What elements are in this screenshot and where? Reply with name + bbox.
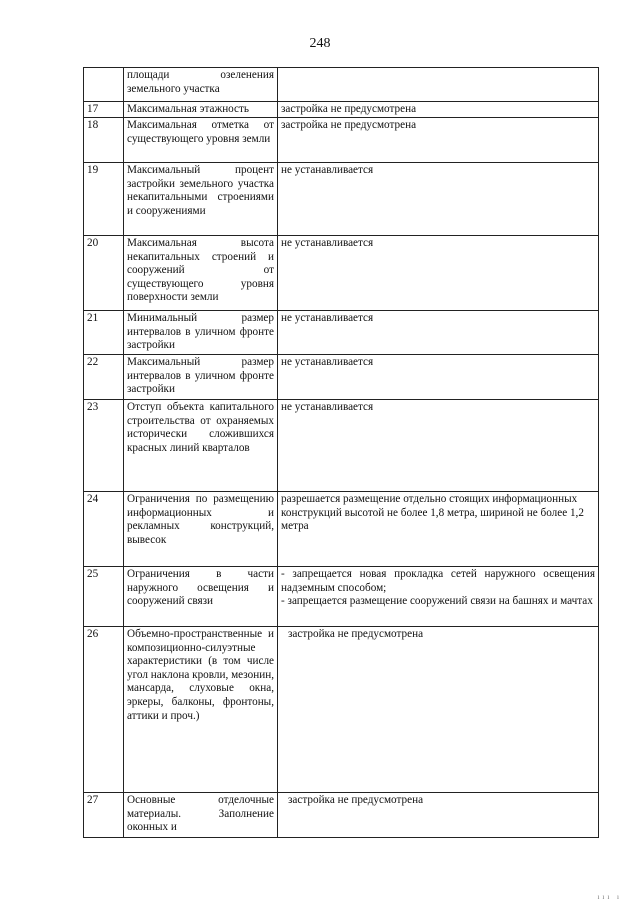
table-row xyxy=(84,355,599,400)
row-number: 18 xyxy=(84,118,124,163)
page-number: 248 xyxy=(309,36,331,51)
row-number: 21 xyxy=(84,311,124,355)
table-row xyxy=(84,793,599,838)
parameters-table xyxy=(83,67,599,838)
table-row xyxy=(84,311,599,355)
row-number: 22 xyxy=(84,355,124,400)
value-line: - запрещается размещение сооружений связи на башнях и мачтах xyxy=(281,595,593,608)
row-number: 20 xyxy=(84,236,124,311)
row-number: 23 xyxy=(84,400,124,492)
table-row xyxy=(84,492,599,567)
parameter-name: Максимальный размер интервалов в уличном фронте застройки xyxy=(124,355,278,400)
table-row xyxy=(84,102,599,118)
table-row xyxy=(84,68,599,102)
scan-mark: ııı ı xyxy=(597,893,622,901)
row-number: 17 xyxy=(84,102,124,118)
table-row xyxy=(84,627,599,793)
row-number: 24 xyxy=(84,492,124,567)
parameter-name: Ограничения в части наружного освещения и сооружений связи xyxy=(124,567,278,627)
parameter-name: Максимальная этажность xyxy=(124,102,278,118)
parameter-value: застройка не предусмотрена xyxy=(278,627,599,793)
parameter-name: Максимальная отметка от существующего уровня земли xyxy=(124,118,278,163)
table-row xyxy=(84,163,599,236)
row-number: 25 xyxy=(84,567,124,627)
parameter-value: не устанавливается xyxy=(278,311,599,355)
value-line: - запрещается новая прокладка сетей наружного освещения надземным способом; xyxy=(281,568,595,594)
parameter-name: Объемно-пространственные и композиционно-силуэтные характеристики (в том числе угол наклона кровли, мезонин, мансарда, слуховые окна, эркеры, балконы, фронтоны, аттики и проч.) xyxy=(124,627,278,793)
parameter-name: Основные отделочные материалы. Заполнение оконных и xyxy=(124,793,278,838)
table-row xyxy=(84,118,599,163)
parameter-value xyxy=(278,567,599,627)
parameter-name: площади озеленения земельного участка xyxy=(124,68,278,102)
row-number xyxy=(84,68,124,102)
parameter-value xyxy=(278,68,599,102)
parameter-value: не устанавливается xyxy=(278,400,599,492)
parameter-value: не устанавливается xyxy=(278,163,599,236)
parameter-name: Ограничения по размещению информационных и рекламных конструкций, вывесок xyxy=(124,492,278,567)
table-row xyxy=(84,400,599,492)
parameter-name: Минимальный размер интервалов в уличном фронте застройки xyxy=(124,311,278,355)
table-row xyxy=(84,236,599,311)
parameter-value: застройка не предусмотрена xyxy=(278,102,599,118)
parameter-value: не устанавливается xyxy=(278,236,599,311)
row-number: 27 xyxy=(84,793,124,838)
parameter-name: Отступ объекта капитального строительства от охраняемых исторически сложившихся красных линий кварталов xyxy=(124,400,278,492)
table-row xyxy=(84,567,599,627)
parameter-name: Максимальная высота некапитальных строений и сооружений от существующего уровня поверхности земли xyxy=(124,236,278,311)
parameter-value: не устанавливается xyxy=(278,355,599,400)
parameter-name: Максимальный процент застройки земельного участка некапитальными строениями и сооружениями xyxy=(124,163,278,236)
parameter-value: застройка не предусмотрена xyxy=(278,118,599,163)
row-number: 26 xyxy=(84,627,124,793)
row-number: 19 xyxy=(84,163,124,236)
parameter-value: разрешается размещение отдельно стоящих информационных конструкций высотой не более 1,8 метра, шириной не более 1,2 метра xyxy=(278,492,599,567)
parameter-value: застройка не предусмотрена xyxy=(278,793,599,838)
